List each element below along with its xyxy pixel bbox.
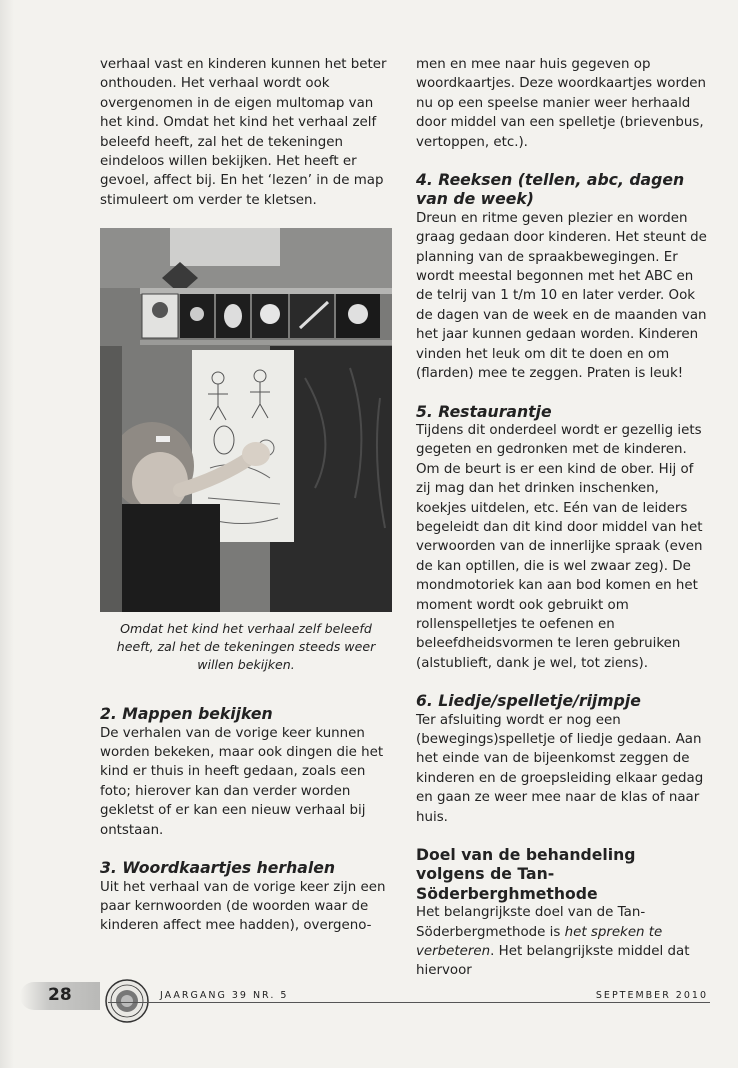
footer-divider [108,1002,710,1003]
section-5-body: Tijdens dit onderdeel wordt er gezellig iets gegeten en gedronken met de kinderen. Om de beurt is er een kind de ober. Hij of zij mag dan het drinken inschenken, koekjes uitdelen, etc. Eén van de leiders begeleidt dan dit kind door middel van het verwoorden van de innerlijke spraak (even de kan optillen, die is wel zwaar zeg). De mondmotoriek kan aan bod komen en het moment wordt ook gebruikt om rollenspelletjes te oefenen en beleefdheidsvormen te leren gebruiken (alstublieft, dank je wel, tot ziens). [416,422,703,671]
issue-date: SEPTEMBER 2010 [595,990,708,1001]
section-2-heading: 2. Mappen bekijken [100,704,273,724]
paragraph-intro-right: men en mee naar huis gegeven op woordkaartjes. Deze woordkaartjes worden nu op een speelse manier weer herhaald door middel van een spelletje (brievenbus, vertoppen, etc.). [416,57,706,150]
section-6-body: Ter afsluiting wordt er nog een (bewegings)spelletje of liedje gedaan. Aan het einde van de bijeenkomst zeggen de kinderen en de groepsleiding elkaar gedag en gaan ze weer mee naar de klas of naar huis. [416,712,704,825]
section-3-heading: 3. Woordkaartjes herhalen [100,858,335,878]
section-7-heading: Doel van de behandeling volgens de Tan-Söderberghmethode [416,845,636,903]
journal-seal-icon [104,978,150,1024]
journal-volume: JAARGANG 39 NR. 5 [160,990,289,1001]
section-5-heading: 5. Restaurantje [416,401,552,421]
section-3-body: Uit het verhaal van de vorige keer zijn een paar kernwoorden (de woorden waar de kinderen affect mee hadden), overgeno- [100,879,386,934]
section-7-body-emphasis: het spreken te verbeteren [416,924,663,960]
section-7-body-b: . Het belangrijkste middel dat hiervoor [416,944,690,979]
section-4-body: Dreun en ritme geven plezier en worden graag gedaan door kinderen. Het steunt de planning van de spraakbewegingen. Er wordt meestal begonnen met het ABC en de telrij van 1 t/m 10 en later verder. Ook de dagen van de week en de maanden van het jaar kunnen gedaan worden. Kinderen vinden het leuk om dit te doen en om (flarden) mee te zeggen. Praten is leuk! [416,210,707,382]
section-4-heading: 4. Reeksen (tellen, abc, dagen van de week) [416,170,685,209]
section-6-heading: 6. Liedje/spelletje/rijmpje [416,691,641,711]
right-column [416,55,708,999]
photo-caption: Omdat het kind het verhaal zelf beleefd heeft, zal het de tekeningen steeds weer willen bekijken. [116,621,376,673]
photo-child-drawing [100,228,392,612]
section-2-body: De verhalen van de vorige keer kunnen worden bekeken, maar ook dingen die het kind er thuis in heeft gedaan, zoals een foto; hierover kan dan verder worden gekletst of er kan een nieuw verhaal bij ontstaan. [100,725,384,838]
section-7-body-a: Het belangrijkste doel van de Tan-Söderbergmethode is [416,905,646,940]
page-number: 28 [48,985,72,1005]
section-7-body [416,903,708,981]
left-column [100,55,392,954]
page-spine [0,0,14,1068]
paragraph-intro-left: verhaal vast en kinderen kunnen het beter onthouden. Het verhaal wordt ook overgenomen in de eigen multomap van het kind. Omdat het kind het verhaal zelf beleefd heeft, zal het de tekeningen eindeloos willen bekijken. Het heeft er gevoel, affect bij. En het ‘lezen’ in de map stimuleert om verder te kletsen. [100,57,387,208]
photo-illustration [100,228,392,612]
